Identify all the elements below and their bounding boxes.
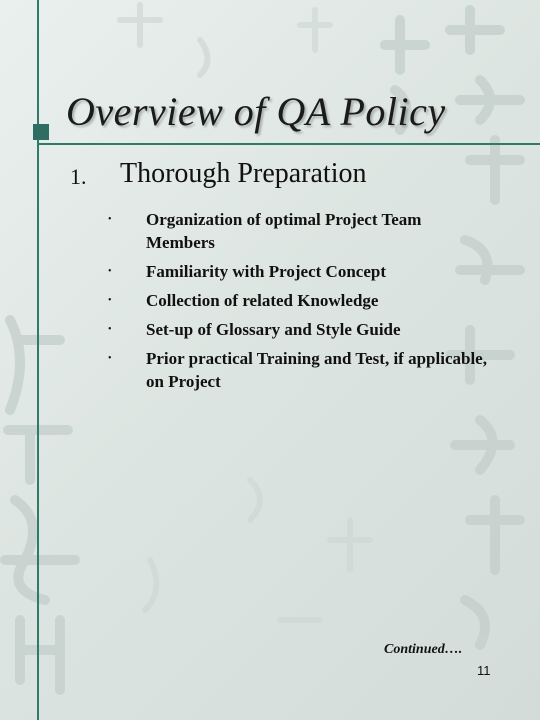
bullet-icon: • [108,353,112,364]
bullet-item [108,318,488,341]
bullet-item [108,289,488,312]
bullet-text: Familiarity with Project Concept [146,262,386,281]
bullet-item [108,347,488,393]
bullet-text: Set-up of Glossary and Style Guide [146,320,401,339]
bullet-icon: • [108,266,112,277]
section-title: Thorough Preparation [120,158,367,189]
bullet-item [108,260,488,283]
bullet-icon: • [108,214,112,225]
bullet-list [108,208,488,399]
accent-vertical-line [37,0,39,720]
section-number: 1. [70,164,87,189]
accent-corner-square [33,124,49,140]
page-number: 11 [477,663,491,678]
bullet-item [108,208,488,254]
accent-horizontal-line [37,143,540,145]
bullet-icon: • [108,295,112,306]
continued-note: Continued…. [384,642,463,657]
slide-title: Overview of QA Policy [66,89,446,134]
bullet-text: Prior practical Training and Test, if applicable, on Project [146,349,487,391]
bullet-text: Organization of optimal Project Team Members [146,210,422,252]
bullet-icon: • [108,324,112,335]
bullet-text: Collection of related Knowledge [146,291,379,310]
